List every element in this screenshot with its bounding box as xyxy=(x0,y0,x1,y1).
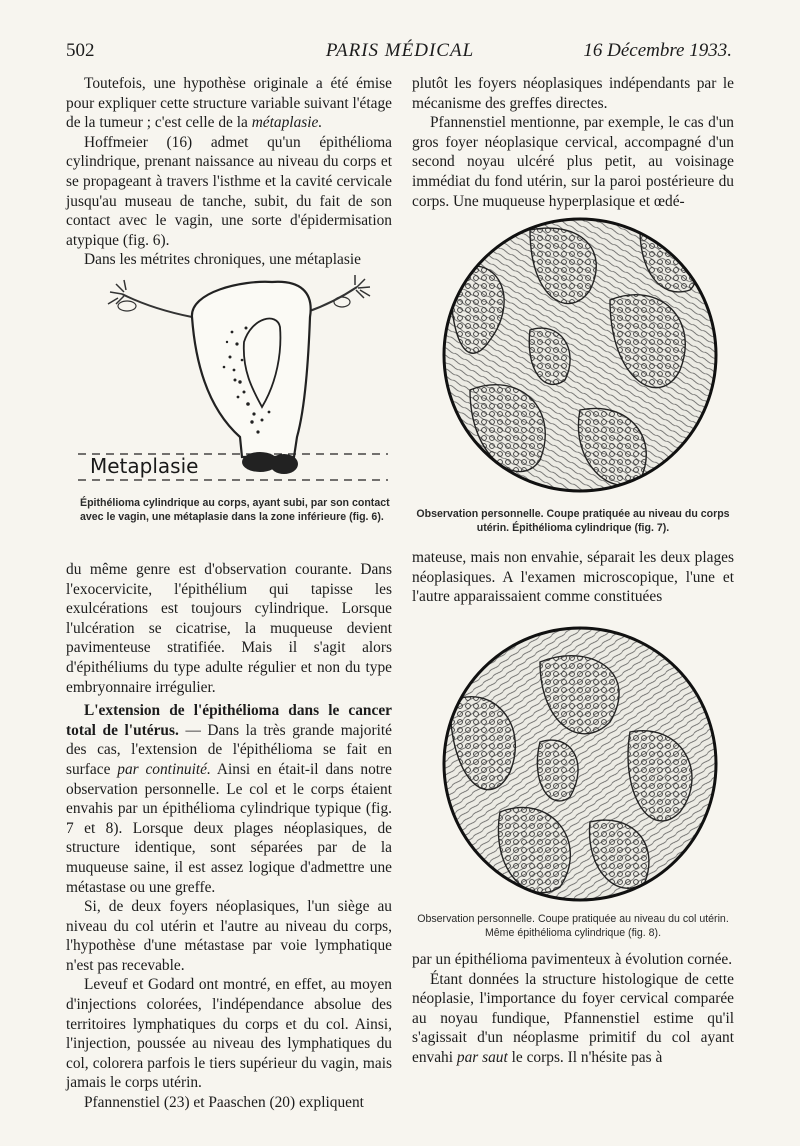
figure-6-uterus-drawing xyxy=(72,272,394,487)
issue-date: 16 Décembre 1933. xyxy=(583,40,732,61)
right-column-bottom xyxy=(412,950,734,1068)
paragraph: Étant données la structure histologique de cette néoplasie, l'importance du foyer cervical comparée au noyau fundique, Pfannenstiel estime qu'il s'agissait d'un néoplasme primitif du col ayant envahi par saut le corps. Il n'hésite pas à xyxy=(412,970,734,1066)
metaplasie-label: Metaplasie xyxy=(90,454,199,478)
paragraph: plutôt les foyers néoplasiques indépendants par le mécanisme des greffes directes. xyxy=(412,75,734,112)
right-column-top xyxy=(412,74,734,211)
paragraph: mateuse, mais non envahie, séparait les deux plages néoplasiques. A l'examen microscopique, l'une et l'autre apparaissaient comme constituées xyxy=(412,549,734,606)
figure-7-caption: Observation personnelle. Coupe pratiquée au niveau du corps utérin. Épithélioma cylindrique (fig. 7). xyxy=(416,508,730,534)
paragraph: Si, de deux foyers néoplasiques, l'un siège au niveau du col utérin et l'autre au niveau du corps, l'hypothèse d'une métastase par voie lymphatique n'est pas recevable. xyxy=(66,898,392,974)
left-column-bottom xyxy=(66,560,392,1113)
figure-8-caption: Observation personnelle. Coupe pratiquée au niveau du col utérin. Même épithélioma cylindrique (fig. 8). xyxy=(417,913,729,939)
journal-title: PARIS MÉDICAL xyxy=(325,40,475,61)
figure-8-micrograph xyxy=(440,622,720,907)
paragraph: du même genre est d'observation courante. Dans l'exocervicite, l'épithélium qui tapisse les exulcérations est toujours cylindrique. Lorsque l'ulcération se cicatrise, la muqueuse devient pavimenteuse stratifiée. Mais il s'agit alors d'épithéliums du type adulte régulier et non du type embryonnaire irrégulier. xyxy=(66,561,392,696)
paragraph: Pfannenstiel (23) et Paaschen (20) expliquent xyxy=(84,1094,364,1112)
paragraph: Dans les métrites chroniques, une métaplasie xyxy=(84,251,361,269)
paragraph: Toutefois, une hypothèse originale a été émise pour expliquer cette structure variable suivant l'étage de la tumeur ; c'est celle de la métaplasie. xyxy=(66,75,392,132)
paragraph: L'extension de l'épithélioma dans le cancer total de l'utérus. — Dans la très grande majorité des cas, l'extension de l'épithélioma se fait en surface par continuité. Ainsi en était-il dans notre observation personnelle. Le col et le corps étaient envahis par un épithélioma cylindrique typique (fig. 7 et 8). Lorsque deux plages néoplasiques, de structure identique, sont séparées par de la muqueuse saine, il est assez logique d'admettre une métastase ou une greffe. xyxy=(66,702,393,896)
paragraph: par un épithélioma pavimenteux à évolution cornée. xyxy=(412,951,733,968)
paragraph: Pfannenstiel mentionne, par exemple, le cas d'un gros foyer néoplasique cervical, accompagné d'un second noyau ulcéré plus petit, au voisinage immédiat du fond utérin, sur la paroi postérieure du corps. Une muqueuse hyperplasique et œdé- xyxy=(412,114,734,210)
figure-7-micrograph xyxy=(440,210,720,500)
paragraph: Leveuf et Godard ont montré, en effet, au moyen d'injections colorées, l'indépendance absolue des territoires lymphatiques du corps et du col. Ainsi, l'injection, poussée au niveau des lymphatiques du col, colorera parfois le tiers supérieur du vagin, mais jamais le corps utérin. xyxy=(66,976,392,1092)
left-column-top xyxy=(66,74,392,270)
page-number: 502 xyxy=(66,40,95,61)
right-column-mid xyxy=(412,548,734,607)
section-heading: L'extension de l'épithélioma dans le cancer total de l'utérus. xyxy=(66,702,392,739)
figure-6-caption: Épithélioma cylindrique au corps, ayant subi, par son contact avec le vagin, une métaplasie dans la zone inférieure (fig. 6). xyxy=(80,497,390,523)
paragraph: Hoffmeier (16) admet qu'un épithélioma cylindrique, prenant naissance au niveau du corps et se propageant à travers l'isthme et la cavité cervicale jusqu'au museau de tanche, subit, du fait de son contact avec le vagin, une sorte d'épidermisation atypique (fig. 6). xyxy=(66,133,392,249)
